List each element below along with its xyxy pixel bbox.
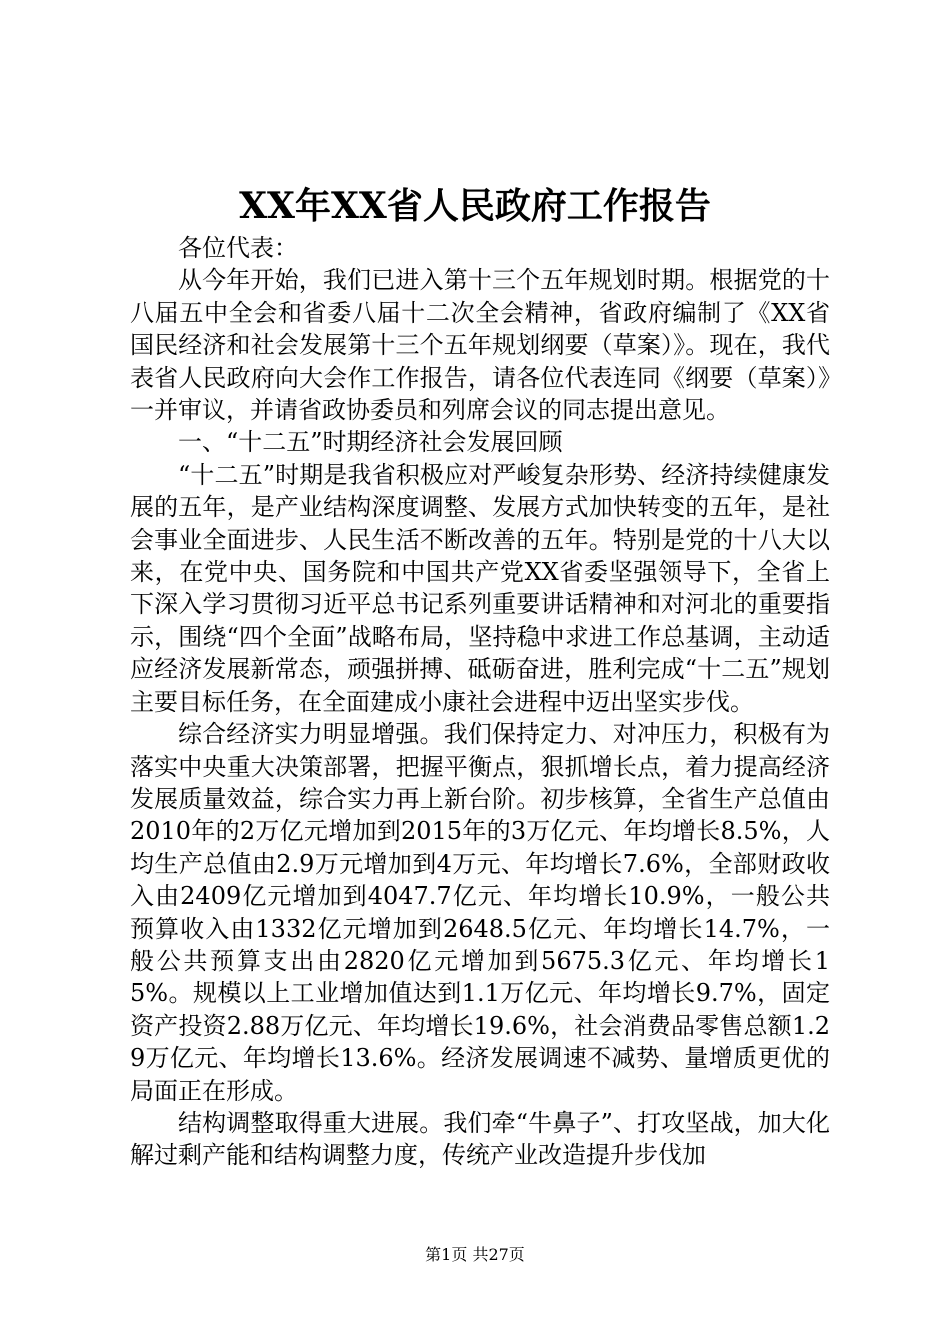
structure-paragraph: 结构调整取得重大进展。我们牵“牛鼻子”、打攻坚战，加大化解过剩产能和结构调整力度，传统产业改造提升步伐加 — [130, 1108, 830, 1170]
page-number-footer: 第1页 共27页 — [425, 1245, 525, 1264]
intro-paragraph: 从今年开始，我们已进入第十三个五年规划时期。根据党的十八届五中全会和省委八届十二次全会精神，省政府编制了《XX省国民经济和社会发展第十三个五年规划纲要（草案）》。现在，我代表省人民政府向大会作工作报告，请各位代表连同《纲要（草案）》一并审议，并请省政协委员和列席会议的同志提出意见。 — [130, 266, 830, 425]
document-title: XX年XX省人民政府工作报告 — [239, 185, 711, 227]
salutation-paragraph: 各位代表： — [178, 234, 298, 262]
economy-paragraph: 综合经济实力明显增强。我们保持定力、对冲压力，积极有为落实中央重大决策部署，把握平衡点，狠抓增长点，着力提高经济发展质量效益，综合实力再上新台阶。初步核算，全省生产总值由2010年的2万亿元增加到2015年的3万亿元、年均增长8.5%，人均生产总值由2.9万元增加到4万元、年均增长7.6%，全部财政收入由2409亿元增加到4047.7亿元、年均增长10.9%，一般公共预算收入由1332亿元增加到2648.5亿元、年均增长14.7%，一般公共预算支出由2820亿元增加到5675.3亿元、年均增长15%。规模以上工业增加值达到1.1万亿元、年均增长9.7%，固定资产投资2.88万亿元、年均增长19.6%，社会消费品零售总额1.29万亿元、年均增长13.6%。经济发展调速不减势、量增质更优的局面正在形成。 — [130, 720, 830, 1105]
section-heading: 一、“十二五”时期经济社会发展回顾 — [178, 428, 563, 457]
review-paragraph: “十二五”时期是我省积极应对严峻复杂形势、经济持续健康发展的五年，是产业结构深度调整、发展方式加快转变的五年，是社会事业全面进步、人民生活不断改善的五年。特别是党的十八大以来，在党中央、国务院和中国共产党XX省委坚强领导下，全省上下深入学习贯彻习近平总书记系列重要讲话精神和对河北的重要指示，围绕“四个全面”战略布局，坚持稳中求进工作总基调，主动适应经济发展新常态，顽强拼搏、砥砺奋进，胜利完成“十二五”规划主要目标任务，在全面建成小康社会进程中迈出坚实步伐。 — [130, 460, 830, 716]
document-body — [130, 232, 830, 1172]
